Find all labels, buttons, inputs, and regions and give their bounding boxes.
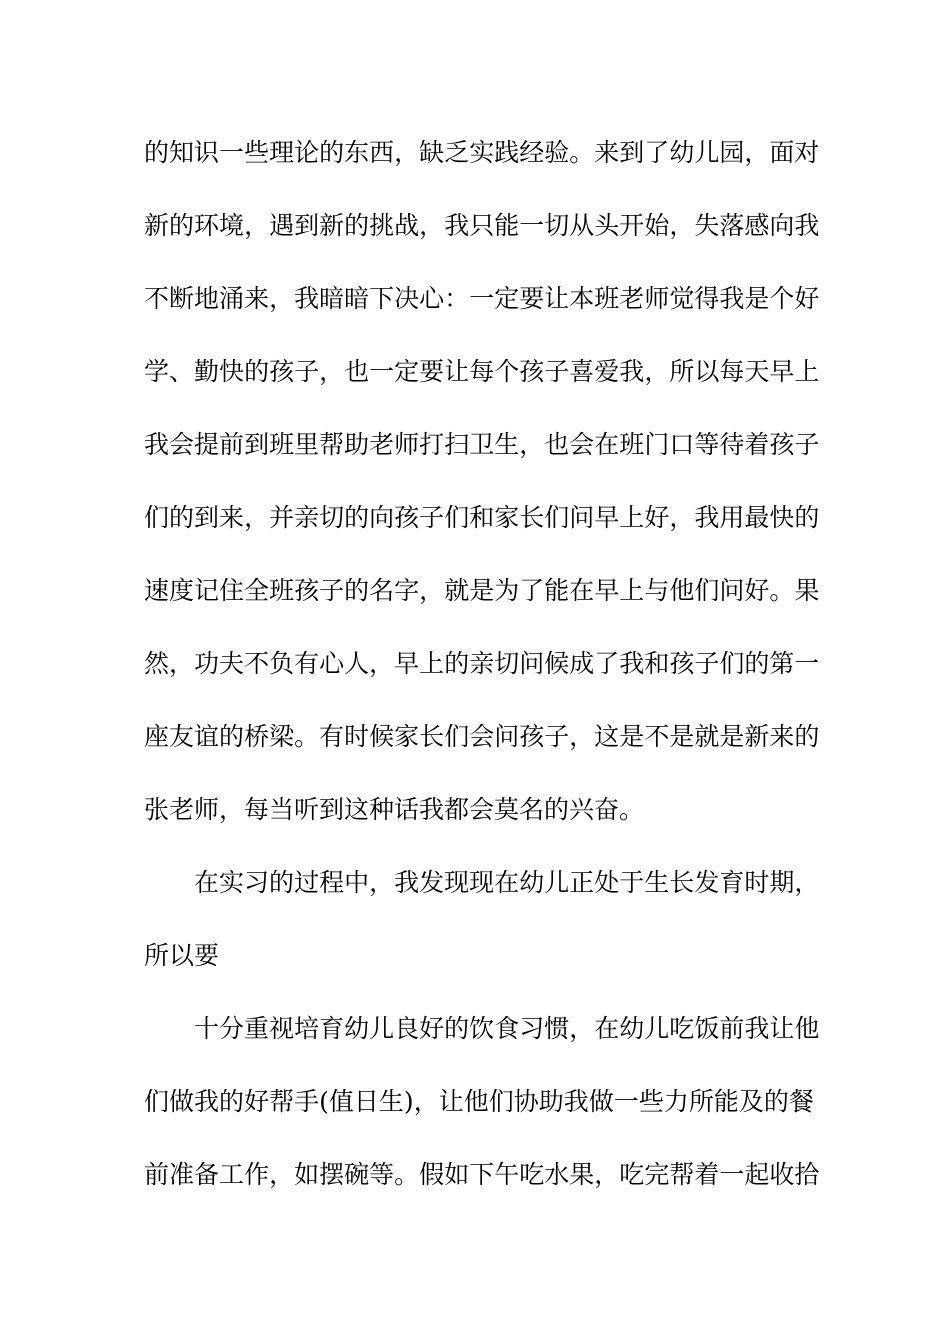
- text-line: 前 准 备 工 作 ， 如 摆 碗 等 。 假 如 下 午 吃 水 果 ， 吃 完 帮 着 一 起 收 拾: [144, 1160, 820, 1189]
- body-text: [144, 128, 820, 1223]
- text-line: 们 的 到 来 ， 并 亲 切 的 向 孩 子 们 和 家 长 们 问 早 上 好 ， 我 用 最 快 的: [144, 503, 820, 532]
- text-line: 们 做 我 的 好 帮 手 ( 值 日 生 ) ， 让 他 们 协 助 我 做 一 些 力 所 能 及 的 餐: [144, 1087, 814, 1116]
- text-line: 的 知 识 一 些 理 论 的 东 西 ， 缺 乏 实 践 经 验 。 来 到 了 幼 儿 园 ， 面 对: [144, 138, 820, 167]
- text-line: 学 、 勤 快 的 孩 子 ， 也 一 定 要 让 每 个 孩 子 喜 爱 我 ， 所 以 每 天 早 上: [144, 357, 820, 386]
- text-line: 然 ， 功 夫 不 负 有 心 人 ， 早 上 的 亲 切 问 候 成 了 我 和 孩 子 们 的 第 一: [144, 649, 820, 678]
- text-line: 所以要: [144, 941, 220, 970]
- text-line: 在 实 习 的 过 程 中 ， 我 发 现 现 在 幼 儿 正 处 于 生 长 发 育 时 期 ，: [194, 868, 820, 897]
- text-line: 张老师，每当听到这种话我都会莫名的兴奋。: [144, 795, 645, 824]
- text-line: 不 断 地 涌 来 ， 我 暗 暗 下 决 心 ： 一 定 要 让 本 班 老 师 觉 得 我 是 个 好: [144, 284, 820, 313]
- text-line: 我 会 提 前 到 班 里 帮 助 老 师 打 扫 卫 生 ， 也 会 在 班 门 口 等 待 着 孩 子: [144, 430, 820, 459]
- text-line: 座 友 谊 的 桥 梁 。 有 时 候 家 长 们 会 问 孩 子 ， 这 是 不 是 就 是 新 来 的: [144, 722, 820, 751]
- text-line: 新 的 环 境 ， 遇 到 新 的 挑 战 ， 我 只 能 一 切 从 头 开 始 ， 失 落 感 向 我: [144, 211, 820, 240]
- text-line: 速 度 记 住 全 班 孩 子 的 名 字 ， 就 是 为 了 能 在 早 上 与 他 们 问 好 。 果: [144, 576, 820, 605]
- text-line: 十 分 重 视 培 育 幼 儿 良 好 的 饮 食 习 惯 ， 在 幼 儿 吃 饭 前 我 让 他: [194, 1014, 820, 1043]
